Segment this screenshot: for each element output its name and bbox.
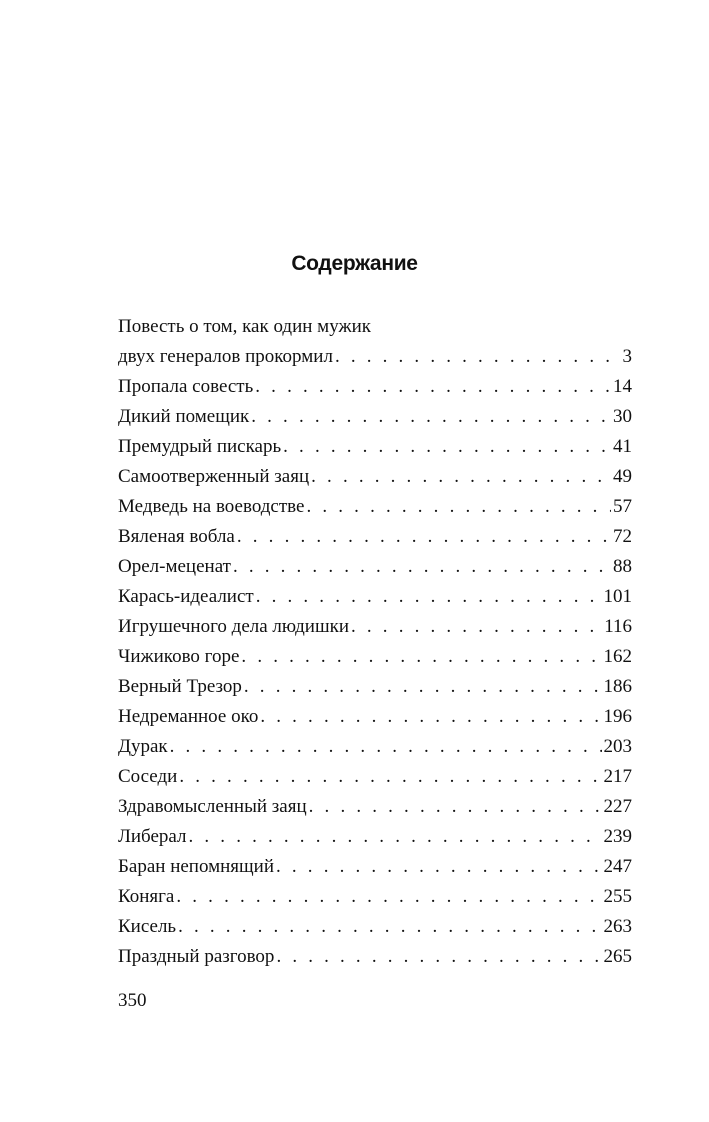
dot-leader (276, 852, 602, 882)
dot-leader (176, 882, 601, 912)
toc-page-number: 88 (613, 556, 632, 577)
dot-leader (276, 942, 601, 972)
toc-entry[interactable] (118, 552, 632, 582)
toc-page-number: 72 (613, 526, 632, 547)
toc-page-number: 41 (613, 436, 632, 457)
toc-entry[interactable] (118, 342, 632, 372)
toc-entry-title: двух генералов прокормил (118, 346, 333, 367)
toc-entry-title: Чижиково горе (118, 646, 240, 667)
toc-page-number: 263 (603, 916, 632, 937)
toc-entry-title: Либерал (118, 826, 187, 847)
toc-entry[interactable] (118, 912, 632, 942)
dot-leader (170, 732, 602, 762)
toc-page-number: 203 (603, 736, 632, 757)
toc-entry-title: Баран непомнящий (118, 856, 274, 877)
dot-leader (179, 762, 601, 792)
toc-entry-title: Премудрый пискарь (118, 436, 282, 457)
toc-page-number: 217 (603, 766, 632, 787)
toc-page-number: 116 (604, 616, 632, 637)
toc-entry[interactable] (118, 882, 632, 912)
toc-entry-title: Соседи (118, 766, 178, 787)
toc-entry-title: Карась-идеалист (118, 586, 254, 607)
toc-entry[interactable] (118, 612, 632, 642)
toc-entry-title: Кисель (118, 916, 177, 937)
toc-entry-title: Вяленая вобла (118, 526, 235, 547)
toc-entry[interactable] (118, 762, 632, 792)
dot-leader (260, 702, 601, 732)
toc-page-number: 196 (603, 706, 632, 727)
toc-entry-title: Дурак (118, 736, 168, 757)
toc-entry-title: Праздный разговор (118, 946, 275, 967)
toc-page-number: 3 (622, 346, 632, 367)
toc-page-number: 101 (603, 586, 632, 607)
toc-page-number: 57 (613, 496, 632, 517)
dot-leader (237, 522, 611, 552)
dot-leader (189, 822, 602, 852)
toc-entry-title: Верный Трезор (118, 676, 242, 697)
toc-entry-title: Орел-меценат (118, 556, 231, 577)
dot-leader (283, 432, 611, 462)
toc-entry[interactable] (118, 732, 632, 762)
dot-leader (241, 642, 601, 672)
toc-entry-title: Медведь на воеводстве (118, 496, 305, 517)
toc-entry-title: Недреманное око (118, 706, 259, 727)
dot-leader (311, 462, 611, 492)
toc-entry-title: Здравомысленный заяц (118, 796, 307, 817)
toc-page-number: 30 (613, 406, 632, 427)
dot-leader (251, 402, 611, 432)
toc-entry-title: Дикий помещик (118, 406, 250, 427)
toc-page-number: 239 (603, 826, 632, 847)
toc-page-number: 247 (603, 856, 632, 877)
toc-entry[interactable] (118, 822, 632, 852)
dot-leader (178, 912, 601, 942)
toc-entry[interactable] (118, 372, 632, 402)
page-title: Содержание (291, 252, 418, 275)
toc-page-number: 227 (603, 796, 632, 817)
toc-entry[interactable] (118, 672, 632, 702)
toc-page-number: 162 (603, 646, 632, 667)
toc-entry[interactable] (118, 792, 632, 822)
page-number-footer: 350 (118, 990, 147, 1011)
toc-entry[interactable] (118, 492, 632, 522)
toc-page-number: 186 (603, 676, 632, 697)
toc-entry[interactable] (118, 432, 632, 462)
toc-entry-title: Игрушечного дела людишки (118, 616, 349, 637)
toc-entry[interactable] (118, 642, 632, 672)
toc-entry[interactable] (118, 702, 632, 732)
toc-entry[interactable] (118, 462, 632, 492)
toc-entry-title: Пропала совесть (118, 376, 254, 397)
dot-leader (256, 582, 602, 612)
toc-entry[interactable] (118, 852, 632, 882)
toc-page-number: 255 (603, 886, 632, 907)
dot-leader (309, 792, 602, 822)
toc-entry[interactable] (118, 942, 632, 972)
dot-leader (255, 372, 611, 402)
dot-leader (306, 492, 611, 522)
toc-page-number: 14 (613, 376, 632, 397)
toc-entry-continued (118, 312, 632, 342)
toc-page-number: 265 (603, 946, 632, 967)
dot-leader (244, 672, 602, 702)
dot-leader (233, 552, 611, 582)
toc-entry[interactable] (118, 582, 632, 612)
toc-entry-title: Повесть о том, как один мужик (118, 316, 371, 337)
table-of-contents (118, 312, 632, 972)
toc-entry[interactable] (118, 522, 632, 552)
toc-entry-title: Коняга (118, 886, 175, 907)
toc-page-number: 49 (613, 466, 632, 487)
dot-leader (335, 342, 621, 372)
toc-entry-title: Самоотверженный заяц (118, 466, 310, 487)
toc-entry[interactable] (118, 402, 632, 432)
dot-leader (351, 612, 602, 642)
